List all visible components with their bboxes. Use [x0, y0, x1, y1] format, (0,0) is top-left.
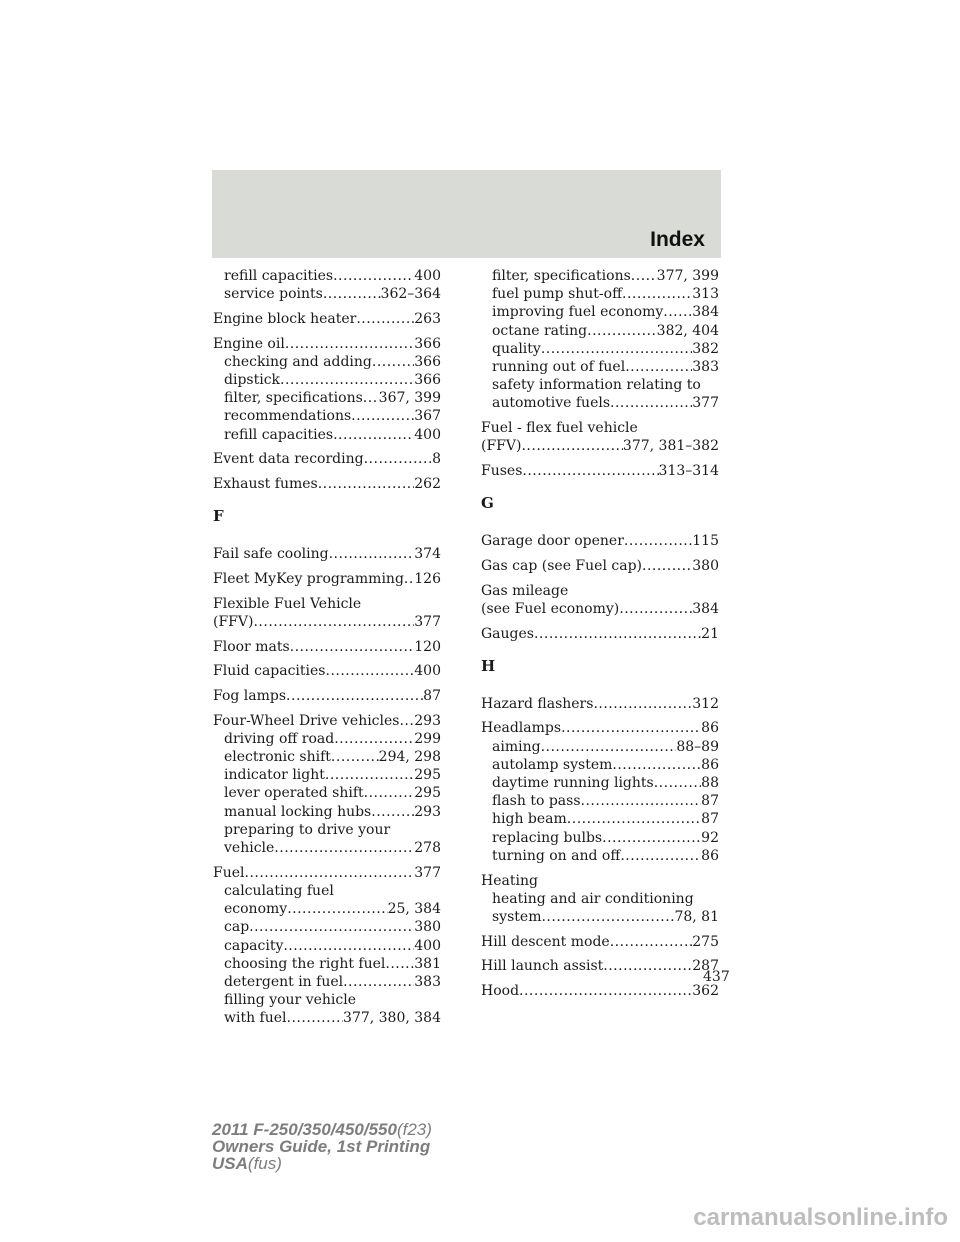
entry-text: cap	[224, 919, 250, 936]
dot-leader	[385, 955, 414, 973]
page-reference: 78, 81	[674, 908, 719, 925]
page-reference: 400	[414, 937, 441, 954]
entry-text: Garage door opener	[481, 533, 624, 550]
page-reference: 8	[432, 451, 441, 468]
dot-leader	[249, 918, 414, 936]
dot-leader	[519, 982, 692, 1000]
entry-text: filling your vehicle	[224, 992, 356, 1009]
index-subentry	[481, 738, 719, 756]
index-term	[481, 933, 719, 951]
index-subentry	[481, 829, 719, 847]
page-reference: 382, 404	[656, 322, 719, 339]
entry-text: Fuses	[481, 463, 523, 480]
dot-leader	[593, 695, 692, 713]
entry-text: Floor mats	[213, 638, 290, 655]
index-subentry	[213, 784, 441, 802]
index-column-left	[213, 267, 441, 1028]
page-reference: 115	[692, 533, 719, 550]
index-term	[213, 662, 441, 680]
dot-leader	[541, 738, 677, 756]
page-reference: 374	[414, 546, 441, 563]
entry-text: octane rating	[492, 322, 588, 339]
entry-text: dipstick	[224, 372, 281, 389]
index-term	[481, 695, 719, 713]
entry-text: Hill launch assist	[481, 958, 604, 975]
index-subentry	[213, 900, 441, 918]
footer	[212, 1121, 432, 1172]
entry-text: lever operated shift	[224, 785, 364, 802]
page-reference: 295	[414, 785, 441, 802]
dot-leader	[624, 532, 692, 550]
entry-text: calculating fuel	[224, 882, 334, 899]
dot-leader	[329, 545, 415, 563]
entry-text: detergent in fuel	[224, 974, 344, 990]
page-reference: 362–364	[380, 286, 441, 303]
dot-leader	[602, 829, 701, 847]
index-subentry	[213, 407, 441, 425]
entry-text: Fuel	[213, 864, 245, 881]
index-term	[481, 957, 719, 975]
section-title: Index	[650, 228, 705, 251]
entry-text: Headlamps	[481, 720, 562, 737]
dot-leader	[280, 371, 414, 389]
page-reference: 377	[692, 395, 719, 412]
page-reference: 88	[701, 775, 719, 792]
dot-leader	[285, 335, 414, 353]
entry-text: indicator light	[224, 767, 325, 784]
page-number: 437	[703, 969, 730, 985]
dot-leader	[287, 900, 387, 918]
index-subentry	[481, 792, 719, 810]
entry-text: heating and air conditioning	[492, 890, 694, 907]
index-subentry	[213, 991, 441, 1009]
page-reference: 88–89	[676, 738, 719, 755]
index-subentry	[213, 1009, 441, 1027]
index-term	[213, 712, 441, 730]
dot-leader	[331, 748, 379, 766]
page-reference: 294, 298	[378, 749, 441, 766]
page-reference: 313	[692, 286, 719, 303]
entry-text: improving fuel economy	[492, 304, 664, 321]
entry-text: Engine oil	[213, 335, 285, 352]
index-subentry	[481, 358, 719, 376]
index-subentry	[213, 426, 441, 444]
page-reference: 21	[701, 625, 719, 642]
page-reference: 293	[414, 803, 441, 820]
index-term	[481, 419, 719, 437]
page-reference: 25, 384	[387, 901, 441, 918]
page-reference: 362	[692, 983, 719, 1000]
entry-text: high beam	[492, 811, 567, 828]
dot-leader	[587, 322, 657, 340]
index-term	[481, 600, 719, 618]
entry-text: (FFV)	[213, 613, 254, 630]
page-reference: 377	[414, 864, 441, 881]
index-term	[213, 864, 441, 882]
page-reference: 86	[701, 756, 719, 773]
page-reference: 383	[692, 359, 719, 376]
index-subentry	[213, 766, 441, 784]
index-subentry	[481, 340, 719, 358]
entry-text: Fail safe cooling	[213, 546, 329, 563]
entry-text: safety information relating to	[492, 377, 701, 394]
index-subentry	[213, 882, 441, 900]
index-term	[481, 532, 719, 550]
entry-text: Fuel - flex fuel vehicle	[481, 420, 638, 437]
dot-leader	[325, 766, 414, 784]
entry-text: flash to pass	[492, 793, 581, 810]
index-entry	[213, 864, 441, 1028]
index-term	[213, 310, 441, 328]
index-entry	[213, 712, 441, 858]
index-entry	[481, 695, 719, 713]
section-letter: H	[481, 656, 496, 675]
index-subentry	[213, 353, 441, 371]
entry-text: capacity	[224, 937, 284, 954]
entry-text: refill capacities	[224, 426, 334, 443]
entry-text: autolamp system	[492, 756, 613, 773]
index-subentry	[213, 389, 441, 407]
entry-text: Gas cap (see Fuel cap)	[481, 557, 642, 574]
index-term	[213, 450, 441, 468]
page-reference: 400	[414, 426, 441, 443]
index-term	[481, 872, 719, 890]
dot-leader	[399, 712, 414, 730]
dot-leader	[371, 803, 414, 821]
index-subentry	[213, 748, 441, 766]
page-reference: 383	[414, 974, 441, 990]
index-term	[481, 625, 719, 643]
entry-text: Hazard flashers	[481, 695, 594, 712]
index-entry	[481, 582, 719, 618]
dot-leader	[522, 462, 658, 480]
footer-model: 2011 F-250/350/450/550	[212, 1120, 397, 1139]
dot-leader	[663, 303, 692, 321]
dot-leader	[620, 847, 701, 865]
page-reference: 382	[692, 340, 719, 357]
dot-leader	[283, 937, 414, 955]
index-subentry	[213, 821, 441, 839]
entry-text: Gas mileage	[481, 582, 569, 599]
entry-text: driving off road	[224, 730, 335, 747]
index-entry	[481, 532, 719, 550]
index-entry	[481, 557, 719, 575]
index-entry	[213, 475, 441, 493]
entry-text: choosing the right fuel	[224, 955, 386, 972]
page-reference: 299	[414, 730, 441, 747]
page-reference: 86	[701, 720, 719, 737]
dot-leader	[334, 730, 414, 748]
page-reference: 377, 399	[656, 268, 719, 284]
index-term	[481, 582, 719, 600]
index-term	[213, 613, 441, 631]
index-term	[213, 595, 441, 613]
dot-leader	[631, 267, 657, 285]
dot-leader	[323, 285, 381, 303]
page-reference: 381	[414, 955, 441, 972]
index-subentry	[481, 908, 719, 926]
page-reference: 380	[414, 919, 441, 936]
index-entry	[213, 638, 441, 656]
entry-text: checking and adding	[224, 353, 372, 370]
entry-text: quality	[492, 340, 541, 357]
entry-text: Exhaust fumes	[213, 476, 318, 493]
index-subentry	[481, 810, 719, 828]
index-term	[481, 557, 719, 575]
page-reference: 262	[414, 476, 441, 493]
entry-text: fuel pump shut-off	[492, 286, 623, 303]
page-reference: 384	[692, 304, 719, 321]
footer-market-code: (fus)	[247, 1154, 282, 1173]
dot-leader	[253, 613, 414, 631]
page-reference: 367	[414, 408, 441, 425]
page-reference: 87	[423, 687, 441, 704]
page-reference: 295	[414, 767, 441, 784]
index-term	[213, 687, 441, 705]
dot-leader	[625, 358, 692, 376]
index-entry	[213, 450, 441, 468]
page-reference: 86	[701, 847, 719, 864]
footer-market: USA	[212, 1154, 248, 1173]
index-column-right	[481, 267, 719, 1000]
header-band	[212, 170, 721, 258]
index-subentry	[481, 890, 719, 908]
entry-text: preparing to drive your	[224, 821, 391, 838]
entry-text: recommendations	[224, 408, 352, 425]
entry-text: economy	[224, 901, 288, 918]
dot-leader	[521, 437, 622, 455]
index-entry	[481, 419, 719, 455]
dot-leader	[622, 285, 692, 303]
dot-leader	[567, 810, 701, 828]
index-entry	[481, 625, 719, 643]
index-subentry	[213, 973, 441, 991]
index-term	[481, 719, 719, 737]
index-subentry	[481, 774, 719, 792]
entry-text: Fluid capacities	[213, 663, 326, 680]
entry-text: running out of fuel	[492, 359, 626, 376]
entry-text: daytime running lights	[492, 775, 654, 792]
entry-text: Fog lamps	[213, 687, 287, 704]
watermark: carmanualsonline.info	[693, 1204, 948, 1231]
dot-leader	[245, 864, 415, 882]
page-reference: 366	[414, 353, 441, 370]
entry-text: aiming	[492, 738, 541, 755]
page-reference: 367, 399	[378, 390, 441, 407]
index-subentry	[481, 376, 719, 394]
entry-text: Event data recording	[213, 451, 364, 468]
index-subentry	[481, 267, 719, 285]
dot-leader	[612, 756, 701, 774]
index-subentry	[213, 918, 441, 936]
entry-text: refill capacities	[224, 268, 334, 284]
entry-text: Hill descent mode	[481, 933, 610, 950]
entry-text: Flexible Fuel Vehicle	[213, 595, 362, 612]
dot-leader	[642, 557, 692, 575]
entry-text: replacing bulbs	[492, 829, 603, 846]
index-subentry	[213, 267, 441, 285]
entry-text: (FFV)	[481, 438, 522, 455]
dot-leader	[333, 267, 414, 285]
entry-text: Gauges	[481, 625, 534, 642]
dot-leader	[619, 600, 692, 618]
index-subentry	[481, 303, 719, 321]
dot-leader	[287, 1009, 344, 1027]
dot-leader	[404, 570, 414, 588]
index-entry	[213, 310, 441, 328]
index-entry	[213, 570, 441, 588]
index-subentry	[213, 803, 441, 821]
index-subentry	[213, 937, 441, 955]
index-entry	[481, 267, 719, 413]
index-entry	[481, 462, 719, 480]
page-reference: 126	[414, 570, 441, 587]
dot-leader	[343, 973, 414, 991]
index-subentry	[481, 847, 719, 865]
entry-text: service points	[224, 286, 323, 303]
dot-leader	[603, 957, 692, 975]
entry-text: Hood	[481, 983, 520, 1000]
page-reference: 377, 380, 384	[343, 1010, 441, 1027]
page-reference: 366	[414, 335, 441, 352]
dot-leader	[326, 662, 415, 680]
footer-model-code: (f23)	[396, 1120, 432, 1139]
page-reference: 380	[692, 557, 719, 574]
dot-leader	[541, 908, 674, 926]
page-reference: 377, 381–382	[622, 438, 719, 455]
dot-leader	[364, 784, 415, 802]
index-subentry	[213, 371, 441, 389]
entry-text: filter, specifications	[492, 268, 631, 284]
index-entry	[481, 933, 719, 951]
index-entry	[481, 957, 719, 975]
index-entry	[213, 662, 441, 680]
index-subentry	[481, 285, 719, 303]
page-reference: 87	[701, 811, 719, 828]
page-reference: 263	[414, 310, 441, 327]
dot-leader	[581, 792, 702, 810]
index-entry	[213, 335, 441, 444]
dot-leader	[561, 719, 701, 737]
entry-text: electronic shift	[224, 749, 331, 766]
dot-leader	[333, 426, 414, 444]
page-reference: 384	[692, 600, 719, 617]
page-reference: 275	[692, 933, 719, 950]
entry-text: automotive fuels	[492, 395, 611, 412]
index-subentry	[213, 955, 441, 973]
index-subentry	[213, 730, 441, 748]
index-entry	[213, 545, 441, 563]
entry-text: Fleet MyKey programming	[213, 570, 404, 587]
page-reference: 293	[414, 712, 441, 729]
index-entry	[213, 595, 441, 631]
entry-text: turning on and off	[492, 847, 621, 864]
page-reference: 313–314	[658, 463, 719, 480]
page-reference: 400	[414, 268, 441, 284]
dot-leader	[290, 638, 415, 656]
index-term	[213, 475, 441, 493]
dot-leader	[274, 839, 414, 857]
entry-text: manual locking hubs	[224, 803, 372, 820]
page-reference: 287	[692, 958, 719, 975]
page-reference: 312	[692, 695, 719, 712]
entry-text: with fuel	[224, 1010, 287, 1027]
dot-leader	[654, 774, 701, 792]
dot-leader	[356, 310, 414, 328]
dot-leader	[363, 389, 379, 407]
index-subentry	[213, 839, 441, 857]
section-letter: G	[481, 494, 494, 513]
index-term	[213, 335, 441, 353]
section-letter: F	[213, 507, 224, 526]
index-entry	[481, 982, 719, 1000]
page-reference: 400	[414, 663, 441, 680]
entry-text: vehicle	[224, 840, 275, 857]
index-term	[213, 570, 441, 588]
index-term	[213, 638, 441, 656]
index-subentry	[213, 285, 441, 303]
dot-leader	[541, 340, 692, 358]
dot-leader	[286, 687, 423, 705]
dot-leader	[534, 625, 701, 643]
page-reference: 377	[414, 613, 441, 630]
dot-leader	[372, 353, 414, 371]
dot-leader	[351, 407, 414, 425]
entry-text: Engine block heater	[213, 310, 357, 327]
dot-leader	[610, 394, 692, 412]
page-reference: 92	[701, 829, 719, 846]
index-subentry	[481, 322, 719, 340]
index-entry	[481, 872, 719, 927]
index-entry	[481, 719, 719, 865]
dot-leader	[318, 475, 415, 493]
entry-text: Heating	[481, 872, 538, 889]
entry-text: Four-Wheel Drive vehicles	[213, 712, 400, 729]
index-subentry	[481, 394, 719, 412]
dot-leader	[610, 933, 693, 951]
dot-leader	[364, 450, 432, 468]
index-subentry	[481, 756, 719, 774]
page-reference: 87	[701, 793, 719, 810]
entry-text: (see Fuel economy)	[481, 600, 620, 617]
page-reference: 278	[414, 840, 441, 857]
index-entry	[213, 267, 441, 303]
page-reference: 120	[414, 638, 441, 655]
index-entry	[213, 687, 441, 705]
entry-text: system	[492, 908, 542, 925]
index-term	[481, 437, 719, 455]
entry-text: filter, specifications	[224, 390, 363, 407]
page-reference: 366	[414, 372, 441, 389]
index-term	[481, 982, 719, 1000]
index-term	[213, 545, 441, 563]
footer-printing: Owners Guide, 1st Printing	[212, 1137, 431, 1156]
index-term	[481, 462, 719, 480]
